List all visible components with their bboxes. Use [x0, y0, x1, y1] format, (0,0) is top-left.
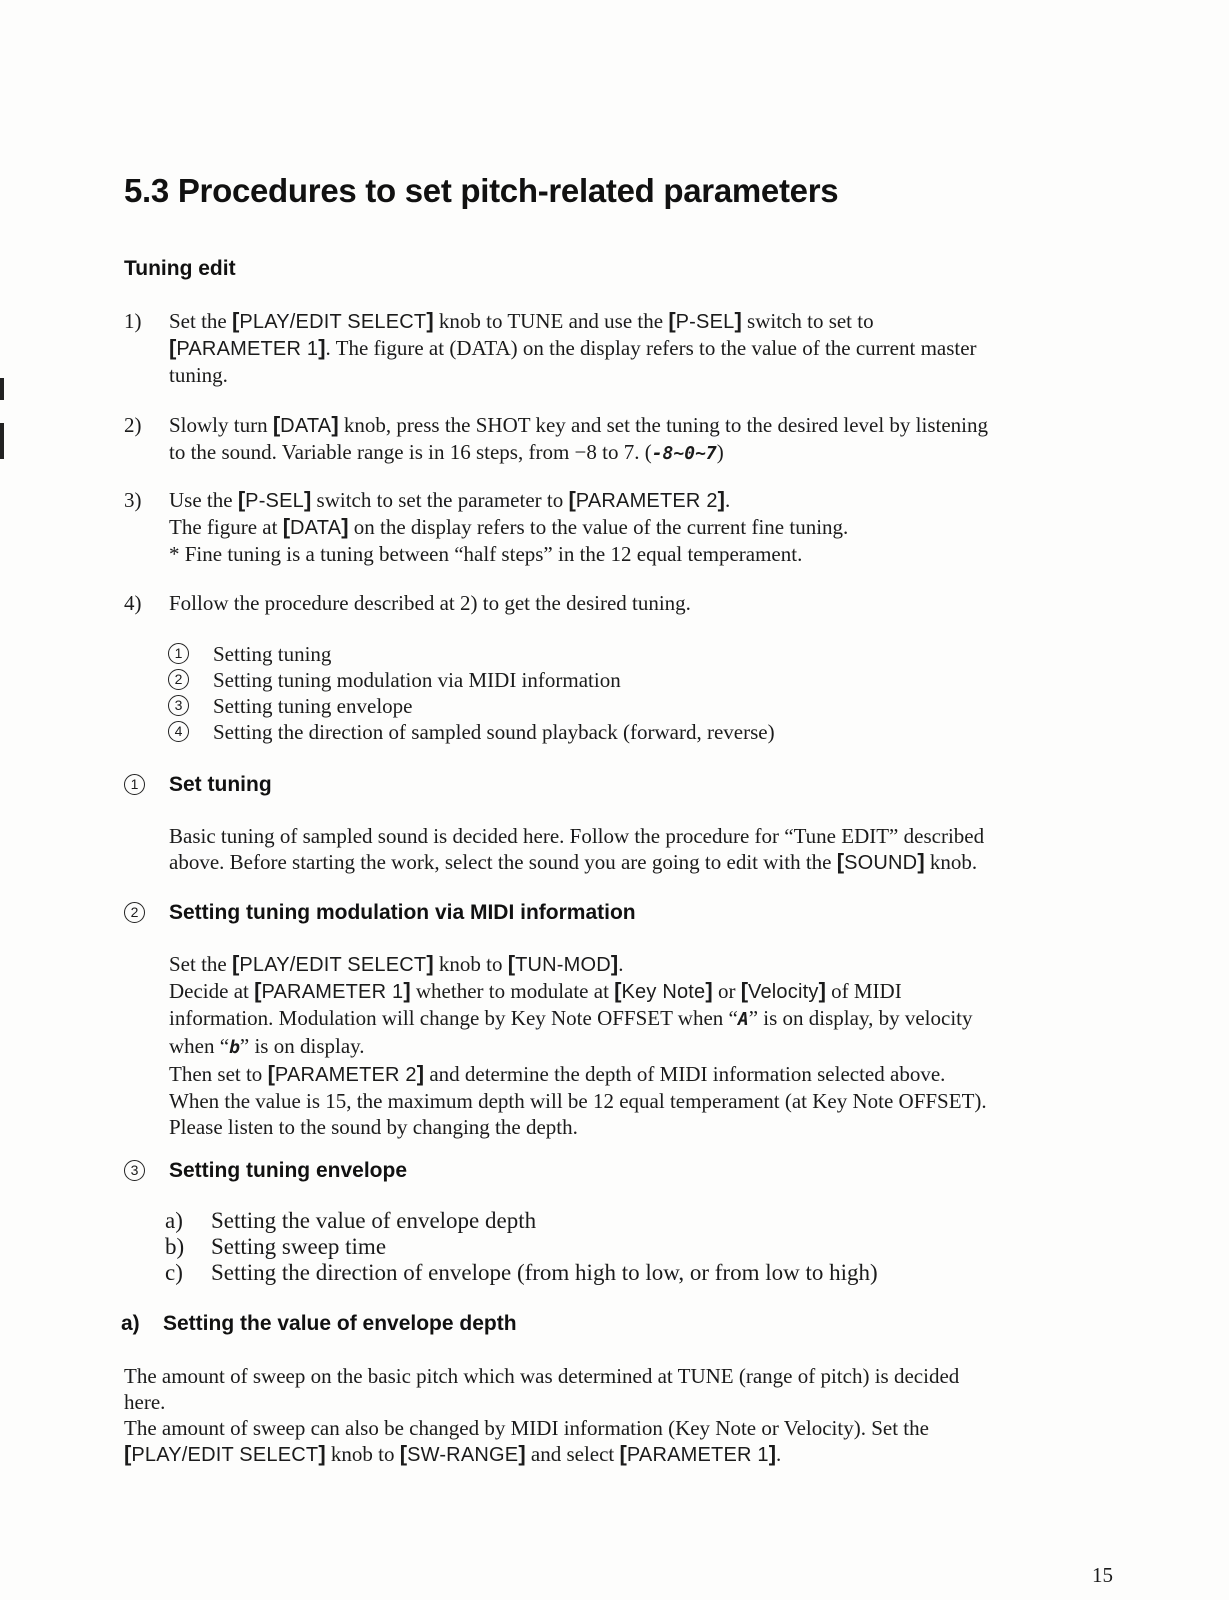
text-line: Decide at [PARAMETER 1] whether to modulate at [Key Note] or [Velocity] of MIDI [169, 978, 902, 1003]
step-3 [124, 487, 1124, 567]
step-2 [124, 412, 1124, 467]
section-title: Set tuning [169, 773, 272, 796]
text-line: tuning. [169, 363, 228, 387]
text-line: when “b” is on display. [169, 1034, 365, 1058]
section-set-tuning-text [169, 823, 1119, 876]
key-label: [DATA] [282, 514, 349, 539]
subsection-label: a) [121, 1312, 140, 1335]
subsection-a-heading [121, 1312, 517, 1336]
segment-display-glyph: A [737, 1009, 749, 1030]
tuning-edit-heading: Tuning edit [124, 257, 236, 280]
list-item-text: Setting tuning [213, 642, 332, 666]
key-label: [PLAY/EDIT SELECT] [232, 951, 434, 976]
text-line: [PARAMETER 1]. The figure at (DATA) on the display refers to the value of the current master [169, 335, 977, 360]
binding-edge-mark-bottom [0, 423, 4, 459]
text-line: Set the [PLAY/EDIT SELECT] knob to [TUN-MOD]. [169, 951, 624, 976]
text-line: Follow the procedure described at 2) to get the desired tuning. [169, 591, 691, 615]
key-label: [DATA] [272, 412, 339, 437]
list-item-label: b) [165, 1234, 185, 1259]
page-title: 5.3 Procedures to set pitch-related parameters [124, 172, 839, 209]
step-number: 2) [124, 413, 142, 437]
key-label: [P-SEL] [668, 308, 742, 333]
circled-number: 2 [168, 669, 189, 690]
step-text [169, 412, 1124, 467]
section-tuning-modulation-text [169, 951, 1119, 1140]
text-line: [PLAY/EDIT SELECT] knob to [SW-RANGE] and select [PARAMETER 1]. [124, 1441, 782, 1466]
text-line: The amount of sweep on the basic pitch which was determined at TUNE (range of pitch) is decided [124, 1364, 960, 1388]
list-item-text: Setting the value of envelope depth [211, 1208, 537, 1233]
circled-number: 1 [124, 774, 145, 795]
text-line: here. [124, 1390, 166, 1414]
list-item-text: Setting the direction of sampled sound playback (forward, reverse) [213, 720, 775, 744]
circled-number: 2 [124, 902, 145, 923]
step-text [169, 590, 1124, 616]
subsection-a-text [124, 1363, 1114, 1468]
key-label: [PARAMETER 1] [619, 1441, 777, 1466]
step-number: 1) [124, 309, 142, 333]
list-item-label: c) [165, 1260, 183, 1285]
key-label: [SW-RANGE] [399, 1441, 526, 1466]
step-text [169, 308, 1124, 388]
circled-number: 3 [168, 695, 189, 716]
step-text [169, 487, 1124, 567]
key-label: [TUN-MOD] [507, 951, 619, 976]
circled-number: 4 [168, 721, 189, 742]
subsection-title: Setting the value of envelope depth [163, 1312, 517, 1335]
text-line: Then set to [PARAMETER 2] and determine the depth of MIDI information selected above. [169, 1061, 946, 1086]
list-item-text: Setting tuning modulation via MIDI information [213, 668, 621, 692]
list-item-label: a) [165, 1208, 183, 1233]
text-line: Use the [P-SEL] switch to set the parameter to [PARAMETER 2]. [169, 487, 731, 512]
segment-display-glyph: b [229, 1037, 240, 1058]
key-label: [Key Note] [614, 978, 713, 1003]
text-line: to the sound. Variable range is in 16 steps, from −8 to 7. (-8~0~7) [169, 440, 724, 464]
key-label: [PARAMETER 1] [169, 335, 326, 360]
key-label: [PLAY/EDIT SELECT] [124, 1441, 326, 1466]
step-number: 4) [124, 591, 142, 615]
step-number: 3) [124, 488, 142, 512]
section-title: Setting tuning modulation via MIDI information [169, 901, 636, 924]
step-1 [124, 308, 1124, 388]
list-item-text: Setting tuning envelope [213, 694, 413, 718]
page-number: 15 [1092, 1563, 1113, 1587]
key-label: [SOUND] [836, 849, 925, 874]
segment-display-glyph: -8~0~7 [651, 443, 717, 464]
text-line: The figure at [DATA] on the display refers to the value of the current fine tuning. [169, 514, 849, 539]
text-line: Basic tuning of sampled sound is decided here. Follow the procedure for “Tune EDIT” described [169, 824, 985, 848]
binding-edge-mark-top [0, 378, 4, 400]
text-line: above. Before starting the work, select the sound you are going to edit with the [SOUND] knob. [169, 849, 978, 874]
text-line: Slowly turn [DATA] knob, press the SHOT key and set the tuning to the desired level by listening [169, 412, 989, 437]
key-label: [PARAMETER 1] [254, 978, 411, 1003]
circled-number: 1 [168, 643, 189, 664]
key-label: [Velocity] [740, 978, 826, 1003]
text-line: Please listen to the sound by changing the depth. [169, 1115, 578, 1139]
key-label: [PLAY/EDIT SELECT] [232, 308, 434, 333]
text-line: Set the [PLAY/EDIT SELECT] knob to TUNE and use the [P-SEL] switch to set to [169, 308, 874, 333]
section-title: Setting tuning envelope [169, 1159, 408, 1182]
step-4 [124, 590, 1124, 616]
list-item-text: Setting sweep time [211, 1234, 387, 1259]
text-line: The amount of sweep can also be changed by MIDI information (Key Note or Velocity). Set the [124, 1416, 929, 1440]
list-item-text: Setting the direction of envelope (from high to low, or from low to high) [211, 1260, 878, 1285]
circled-number: 3 [124, 1160, 145, 1181]
key-label: [P-SEL] [237, 487, 312, 512]
key-label: [PARAMETER 2] [267, 1061, 425, 1086]
text-line: information. Modulation will change by Key Note OFFSET when “A” is on display, by velocity [169, 1006, 973, 1030]
text-line: * Fine tuning is a tuning between “half steps” in the 12 equal temperament. [169, 542, 803, 566]
text-line: When the value is 15, the maximum depth will be 12 equal temperament (at Key Note OFFSET). [169, 1089, 987, 1113]
key-label: [PARAMETER 2] [568, 487, 725, 512]
